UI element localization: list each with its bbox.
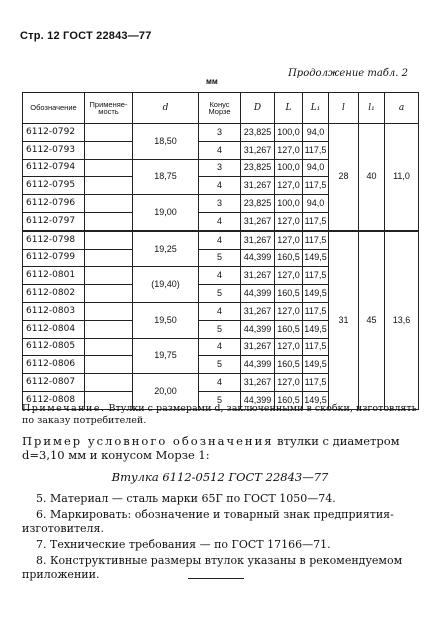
cell-designation: 6112-0797 xyxy=(23,212,85,230)
cell-l: 28 xyxy=(329,124,359,231)
end-divider xyxy=(188,578,244,579)
cell-D: 23,825 xyxy=(241,124,275,142)
cell-applicability xyxy=(85,249,133,267)
cell-morse: 4 xyxy=(199,267,241,285)
cell-d: (19,40) xyxy=(133,267,199,303)
cell-designation: 6112-0803 xyxy=(23,302,85,320)
cell-D: 31,267 xyxy=(241,141,275,159)
cell-morse: 4 xyxy=(199,374,241,392)
cell-L: 127,0 xyxy=(275,338,303,356)
cell-L: 127,0 xyxy=(275,302,303,320)
cell-applicability xyxy=(85,195,133,213)
col-header-l: l xyxy=(329,93,359,124)
cell-L1: 149,5 xyxy=(303,249,329,267)
list-item: 7. Технические требования — по ГОСТ 17166—71. xyxy=(36,538,331,551)
cell-designation: 6112-0794 xyxy=(23,159,85,177)
col-header-D: D xyxy=(241,93,275,124)
cell-applicability xyxy=(85,356,133,374)
cell-L: 160,5 xyxy=(275,285,303,303)
cell-L1: 149,5 xyxy=(303,356,329,374)
cell-L1: 149,5 xyxy=(303,391,329,409)
cell-morse: 4 xyxy=(199,338,241,356)
cell-L: 160,5 xyxy=(275,356,303,374)
cell-designation: 6112-0805 xyxy=(23,338,85,356)
cell-D: 31,267 xyxy=(241,231,275,249)
col-header-L: L xyxy=(275,93,303,124)
notes-section xyxy=(22,403,418,584)
cell-d: 19,00 xyxy=(133,195,199,231)
cell-morse: 5 xyxy=(199,320,241,338)
list-item: 8. Конструктивные размеры втулок указаны в рекомендуемом приложении. xyxy=(22,554,403,581)
cell-designation: 6112-0806 xyxy=(23,356,85,374)
cell-a: 13,6 xyxy=(385,231,419,409)
page-header: Стр. 12 ГОСТ 22843—77 xyxy=(20,30,152,42)
cell-morse: 4 xyxy=(199,177,241,195)
cell-morse: 4 xyxy=(199,302,241,320)
cell-D: 44,399 xyxy=(241,285,275,303)
cell-applicability xyxy=(85,159,133,177)
col-header-designation: Обозначение xyxy=(23,93,85,124)
cell-L1: 117,5 xyxy=(303,141,329,159)
cell-L: 160,5 xyxy=(275,320,303,338)
note-text: Втулки с размерами d, заключенными в скобки, изготовлять по заказу потребителей. xyxy=(22,403,417,426)
cell-designation: 6112-0799 xyxy=(23,249,85,267)
cell-d: 19,75 xyxy=(133,338,199,374)
cell-D: 31,267 xyxy=(241,302,275,320)
cell-l1: 40 xyxy=(359,124,385,231)
cell-d: 19,50 xyxy=(133,302,199,338)
cell-D: 31,267 xyxy=(241,267,275,285)
cell-morse: 3 xyxy=(199,124,241,142)
cell-morse: 3 xyxy=(199,195,241,213)
cell-L: 100,0 xyxy=(275,159,303,177)
col-header-L1: L₁ xyxy=(303,93,329,124)
table-header-row xyxy=(23,93,419,124)
cell-L: 160,5 xyxy=(275,249,303,267)
col-header-d: d xyxy=(133,93,199,124)
cell-applicability xyxy=(85,302,133,320)
table-row xyxy=(23,231,419,249)
cell-L: 127,0 xyxy=(275,177,303,195)
cell-d: 20,00 xyxy=(133,374,199,410)
cell-L1: 117,5 xyxy=(303,338,329,356)
cell-designation: 6112-0795 xyxy=(23,177,85,195)
table-units: мм xyxy=(206,77,218,86)
cell-D: 31,267 xyxy=(241,338,275,356)
cell-D: 31,267 xyxy=(241,177,275,195)
cell-applicability xyxy=(85,177,133,195)
cell-morse: 5 xyxy=(199,391,241,409)
cell-L1: 94,0 xyxy=(303,124,329,142)
cell-d: 18,75 xyxy=(133,159,199,195)
table-continuation-label: Продолжение табл. 2 xyxy=(288,68,408,79)
cell-L: 160,5 xyxy=(275,391,303,409)
note-label: Примечание. xyxy=(22,403,106,414)
dimensions-table xyxy=(22,92,419,410)
cell-morse: 4 xyxy=(199,212,241,230)
col-header-a: a xyxy=(385,93,419,124)
cell-applicability xyxy=(85,212,133,230)
cell-L1: 117,5 xyxy=(303,177,329,195)
cell-designation: 6112-0807 xyxy=(23,374,85,392)
cell-morse: 5 xyxy=(199,285,241,303)
cell-morse: 3 xyxy=(199,159,241,177)
cell-L1: 117,5 xyxy=(303,212,329,230)
cell-designation: 6112-0798 xyxy=(23,231,85,249)
cell-designation: 6112-0796 xyxy=(23,195,85,213)
cell-L1: 94,0 xyxy=(303,159,329,177)
cell-applicability xyxy=(85,338,133,356)
cell-L1: 117,5 xyxy=(303,302,329,320)
cell-L1: 117,5 xyxy=(303,231,329,249)
cell-L1: 94,0 xyxy=(303,195,329,213)
cell-morse: 4 xyxy=(199,141,241,159)
cell-L: 127,0 xyxy=(275,374,303,392)
cell-designation: 6112-0804 xyxy=(23,320,85,338)
cell-applicability xyxy=(85,285,133,303)
cell-a: 11,0 xyxy=(385,124,419,231)
cell-designation: 6112-0793 xyxy=(23,141,85,159)
example-lead: Пример условного обозначения xyxy=(22,434,274,448)
col-header-l1: l₁ xyxy=(359,93,385,124)
example-text: втулки с диаметром d=3,10 мм и конусом Морзе 1: xyxy=(22,434,400,462)
cell-designation: 6112-0801 xyxy=(23,267,85,285)
cell-designation: 6112-0792 xyxy=(23,124,85,142)
cell-morse: 5 xyxy=(199,249,241,267)
cell-D: 44,399 xyxy=(241,320,275,338)
cell-D: 31,267 xyxy=(241,212,275,230)
cell-L: 100,0 xyxy=(275,195,303,213)
cell-L1: 149,5 xyxy=(303,320,329,338)
cell-D: 44,399 xyxy=(241,356,275,374)
list-item: 6. Маркировать: обозначение и товарный знак предприятия-изготовителя. xyxy=(22,508,394,535)
cell-applicability xyxy=(85,374,133,392)
cell-L: 127,0 xyxy=(275,141,303,159)
cell-d: 19,25 xyxy=(133,231,199,267)
cell-applicability xyxy=(85,231,133,249)
cell-L: 100,0 xyxy=(275,124,303,142)
col-header-applicability: Применяе-мость xyxy=(85,93,133,124)
cell-designation: 6112-0802 xyxy=(23,285,85,303)
table-row xyxy=(23,124,419,142)
cell-applicability xyxy=(85,141,133,159)
table-note xyxy=(22,403,418,427)
cell-L: 127,0 xyxy=(275,212,303,230)
cell-D: 44,399 xyxy=(241,249,275,267)
cell-applicability xyxy=(85,320,133,338)
cell-L: 127,0 xyxy=(275,231,303,249)
cell-D: 23,825 xyxy=(241,159,275,177)
requirements-list xyxy=(22,492,418,582)
cell-morse: 5 xyxy=(199,356,241,374)
cell-applicability xyxy=(85,124,133,142)
designation-example xyxy=(22,434,418,462)
cell-d: 18,50 xyxy=(133,124,199,160)
list-item: 5. Материал — сталь марки 65Г по ГОСТ 1050—74. xyxy=(36,492,336,505)
cell-D: 44,399 xyxy=(241,391,275,409)
cell-L1: 117,5 xyxy=(303,374,329,392)
cell-L: 127,0 xyxy=(275,267,303,285)
cell-D: 23,825 xyxy=(241,195,275,213)
cell-L1: 117,5 xyxy=(303,267,329,285)
cell-L1: 149,5 xyxy=(303,285,329,303)
cell-morse: 4 xyxy=(199,231,241,249)
cell-D: 31,267 xyxy=(241,374,275,392)
designation-sample: Втулка 6112-0512 ГОСТ 22843—77 xyxy=(111,470,329,484)
cell-designation: 6112-0808 xyxy=(23,391,85,409)
col-header-morse-taper: Конус Морзе xyxy=(199,93,241,124)
cell-applicability xyxy=(85,267,133,285)
cell-l1: 45 xyxy=(359,231,385,409)
cell-l: 31 xyxy=(329,231,359,409)
